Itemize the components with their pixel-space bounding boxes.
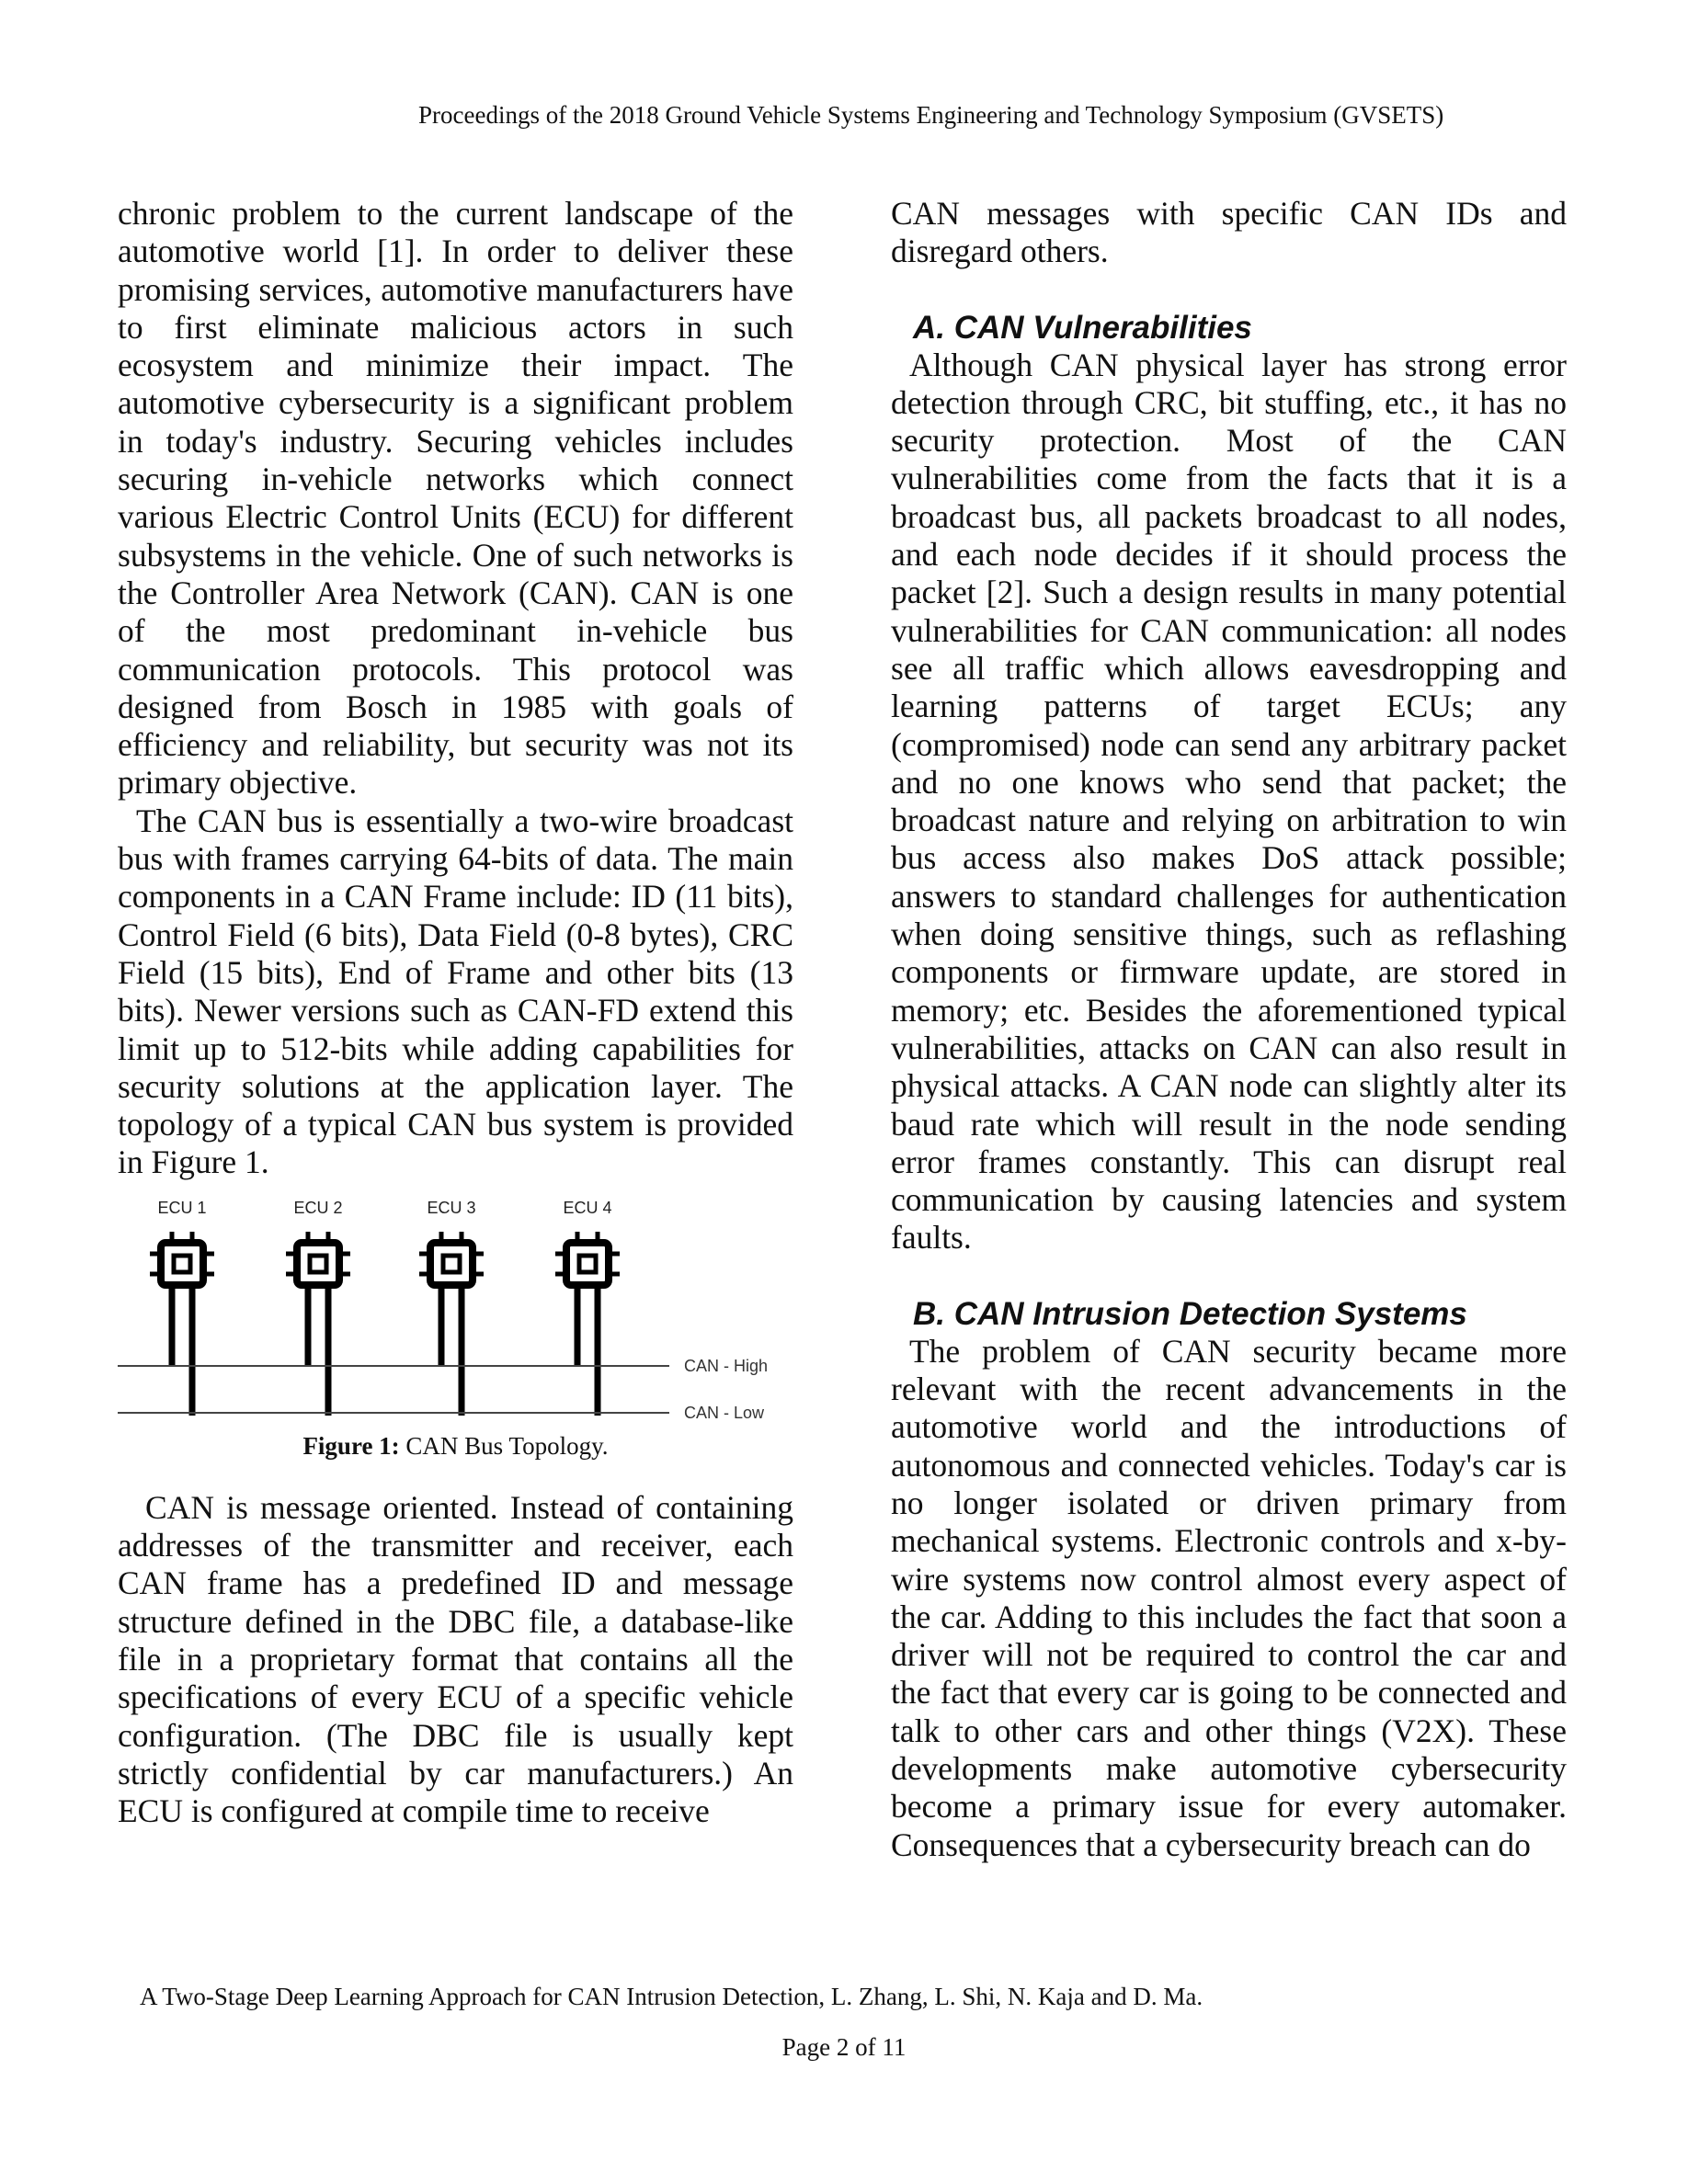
- chip-icon: [297, 1243, 339, 1285]
- ecu-node-3: [419, 1199, 484, 1416]
- body-paragraph: Although CAN physical layer has strong error detection through CRC, bit stuffing, etc., it has no security protection. Most of the CAN vulnerabilities come from the facts that it is a broadcast bus, all packets broadcast to all nodes, and each node decides if it should process the packet [2]. Such a design results in many potential vulnerabilities for CAN communication: all nodes see all traffic which allows eavesdropping and learning patterns of target ECUs; any (compromised) node can send any arbitrary packet and no one knows who send that packet; the broadcast nature and relying on arbitration to win bus access also makes DoS attack possible; answers to standard challenges for authentication when doing sensitive things, such as reflashing components or firmware update, are stored in memory; etc. Besides the aforementioned typical vulnerabilities, attacks on CAN can also result in physical attacks. A CAN node can slightly alter its baud rate which will result in the node sending error frames constantly. This can disrupt real communication by causing latencies and system faults.: [891, 346, 1567, 1257]
- body-paragraph: chronic problem to the current landscape of the automotive world [1]. In order to deliver these promising services, automotive manufacturers have to first eliminate malicious actors in such ecosystem and minimize their impact. The automotive cybersecurity is a significant problem in today's industry. Securing vehicles includes securing in-vehicle networks which connect various Electric Control Units (ECU) for different subsystems in the vehicle. One of such networks is the Controller Area Network (CAN). CAN is one of the most predominant in-vehicle bus communication protocols. This protocol was designed from Bosch in 1985 with goals of efficiency and reliability, but security was not its primary objective.: [118, 195, 793, 802]
- left-column: [118, 195, 793, 1830]
- page-number: Page 2 of 11: [781, 2033, 907, 2061]
- ecu-node-1: [150, 1199, 214, 1416]
- chip-icon: [566, 1243, 609, 1285]
- chip-core: [443, 1256, 460, 1272]
- body-paragraph: CAN messages with specific CAN IDs and disregard others.: [891, 195, 1567, 270]
- chip-core: [174, 1256, 190, 1272]
- ecu-node-4: [555, 1199, 620, 1416]
- ecu-label: ECU 3: [427, 1198, 476, 1217]
- can-low-label: CAN - Low: [684, 1403, 765, 1422]
- can-high-label: CAN - High: [684, 1356, 769, 1375]
- ecu-label: ECU 1: [157, 1198, 207, 1217]
- figure-caption: [118, 1430, 793, 1462]
- figure-caption-text: CAN Bus Topology.: [399, 1431, 609, 1460]
- body-paragraph: The CAN bus is essentially a two-wire broadcast bus with frames carrying 64-bits of data. The main components in a CAN Frame include: ID (11 bits), Control Field (6 bits), Data Field (0-8 bytes), CRC Field (15 bits), End of Frame and other bits (13 bits). Newer versions such as CAN-FD extend this limit up to 512-bits while adding capabilities for security solutions at the application layer. The topology of a typical CAN bus system is provided in Figure 1.: [118, 802, 793, 1181]
- section-heading-a: A. CAN Vulnerabilities: [913, 309, 1252, 346]
- can-bus-diagram: [118, 1195, 793, 1425]
- body-paragraph: The problem of CAN security became more relevant with the recent advancements in the automotive world and the introductions of autonomous and connected vehicles. Today's car is no longer isolated or driven primary from mechanical systems. Electronic controls and x-by-wire systems now control almost every aspect of the car. Adding to this includes the fact that soon a driver will not be required to control the car and the fact that every car is going to be connected and talk to other cars and other things (V2X). These developments make automotive cybersecurity become a primary issue for every automaker. Consequences that a cybersecurity breach can do: [891, 1332, 1567, 1863]
- footer-citation: A Two-Stage Deep Learning Approach for CAN Intrusion Detection, L. Zhang, L. Shi, N. Kaja and D. Ma.: [140, 1983, 1203, 2010]
- body-paragraph: CAN is message oriented. Instead of containing addresses of the transmitter and receiver, each CAN frame has a predefined ID and message structure defined in the DBC file, a database-like file in a proprietary format that contains all the specifications of every ECU of a specific vehicle configuration. (The DBC file is usually kept strictly confidential by car manufacturers.) An ECU is configured at compile time to receive: [118, 1488, 793, 1830]
- section-heading-b: B. CAN Intrusion Detection Systems: [913, 1295, 1467, 1332]
- ecu-label: ECU 2: [293, 1198, 343, 1217]
- chip-icon: [430, 1243, 473, 1285]
- chip-core: [579, 1256, 596, 1272]
- figure-caption-label: Figure 1:: [302, 1431, 400, 1460]
- ecu-label: ECU 4: [563, 1198, 612, 1217]
- right-column: [891, 195, 1567, 1864]
- chip-core: [310, 1256, 326, 1272]
- running-header: Proceedings of the 2018 Ground Vehicle Systems Engineering and Technology Symposium (GVSETS): [418, 101, 1444, 129]
- figure-can-bus-topology: [118, 1195, 793, 1462]
- chip-icon: [161, 1243, 203, 1285]
- ecu-node-2: [286, 1199, 350, 1416]
